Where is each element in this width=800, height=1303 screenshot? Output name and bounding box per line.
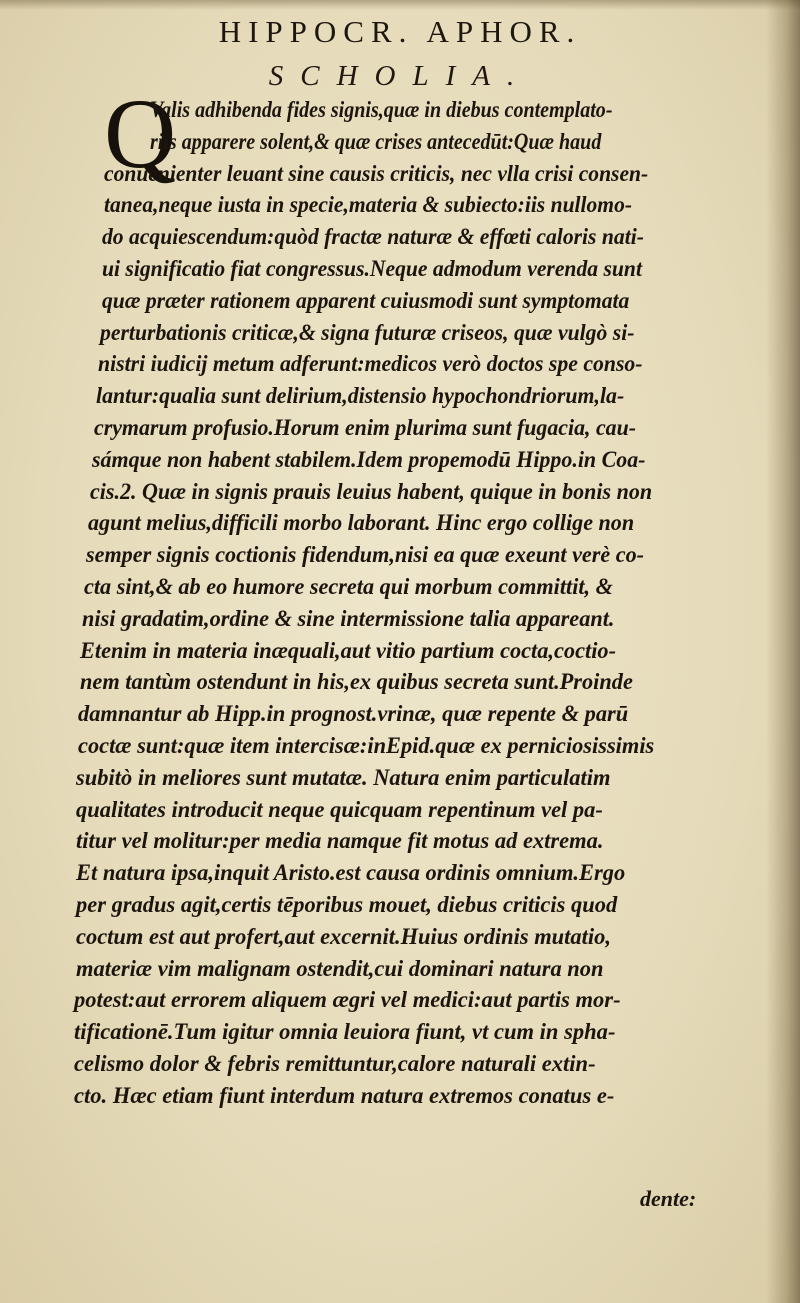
text-line: cto. Hæc etiam fiunt interdum natura extremos conatus e-	[74, 1082, 615, 1108]
text-line: riis apparere solent,& quæ crises antecedūt:Quæ haud	[150, 128, 602, 154]
text-line: conuenienter leuant sine causis criticis, nec vlla crisi consen-	[104, 160, 649, 186]
text-line: do acquiescendum:quòd fractæ naturæ & effœti caloris nati-	[102, 224, 644, 250]
text-line: per gradus agit,certis tēporibus mouet, diebus criticis quod	[76, 891, 618, 917]
text-line: perturbationis criticæ,& signa futuræ criseos, quæ vulgò si-	[100, 319, 635, 345]
text-line: Valis adhibenda fides signis,quæ in diebus contemplato-	[150, 97, 613, 122]
text-line: cta sint,& ab eo humore secreta qui morbum committit, &	[84, 573, 613, 599]
text-line: materiæ vim malignam ostendit,cui dominari natura non	[76, 955, 604, 981]
text-line: celismo dolor & febris remittuntur,calore naturali extin-	[74, 1050, 596, 1076]
text-line: qualitates introducit neque quicquam repentinum vel pa-	[76, 796, 603, 822]
text-line: lantur:qualia sunt delirium,distensio hypochondriorum,la-	[96, 383, 625, 409]
section-title: SCHOLIA.	[268, 60, 532, 92]
text-line: tanea,neque iusta in specie,materia & subiecto:iis nullomo-	[104, 192, 633, 218]
text-line: titur vel molitur:per media namque fit motus ad extrema.	[76, 828, 604, 854]
text-line: nistri iudicij metum adferunt:medicos verò doctos spe conso-	[98, 351, 643, 377]
text-line: potest:aut errorem aliquem ægri vel medici:aut partis mor-	[74, 987, 621, 1013]
text-line: agunt melius,difficili morbo laborant. Hinc ergo collige non	[88, 510, 635, 536]
text-line: coctum est aut profert,aut excernit.Huius ordinis mutatio,	[76, 923, 612, 949]
text-line: semper signis coctionis fidendum,nisi ea quæ exeunt verè co-	[86, 542, 645, 568]
text-line: nem tantùm ostendunt in his,ex quibus secreta sunt.Proinde	[80, 669, 633, 695]
text-line: Etenim in materia inæquali,aut vitio partium cocta,coctio-	[80, 637, 617, 663]
text-line: subitò in meliores sunt mutatæ. Natura enim particulatim	[76, 764, 611, 790]
text-line: sámque non habent stabilem.Idem propemodū Hippo.in Coa-	[92, 446, 646, 472]
text-line: cis.2. Quæ in signis prauis leuius habent, quique in bonis non	[90, 478, 653, 504]
text-line: crymarum profusio.Horum enim plurima sunt fugacia, cau-	[94, 414, 637, 440]
drop-cap: Q	[104, 78, 177, 189]
text-line: Et natura ipsa,inquit Aristo.est causa ordinis omnium.Ergo	[76, 860, 626, 886]
text-line: tificationē.Tum igitur omnia leuiora fiunt, vt cum in spha-	[74, 1019, 616, 1045]
text-line: quæ præter rationem apparent cuiusmodi sunt symptomata	[102, 287, 630, 313]
text-line: coctæ sunt:quæ item intercisæ:inEpid.quæ ex perniciosissimis	[78, 732, 655, 758]
text-line: damnantur ab Hipp.in prognost.vrinæ, quæ repente & parū	[78, 701, 629, 727]
page-top-edge	[0, 0, 800, 10]
body-text	[70, 94, 770, 1112]
running-head: HIPPOCR. APHOR.	[218, 14, 582, 49]
spine-shadow	[766, 0, 800, 1303]
text-line: ui significatio fiat congressus.Neque admodum verenda sunt	[102, 255, 642, 281]
text-line: nisi gradatim,ordine & sine intermissione talia appareant.	[82, 605, 615, 631]
catchword: dente:	[640, 1186, 697, 1211]
